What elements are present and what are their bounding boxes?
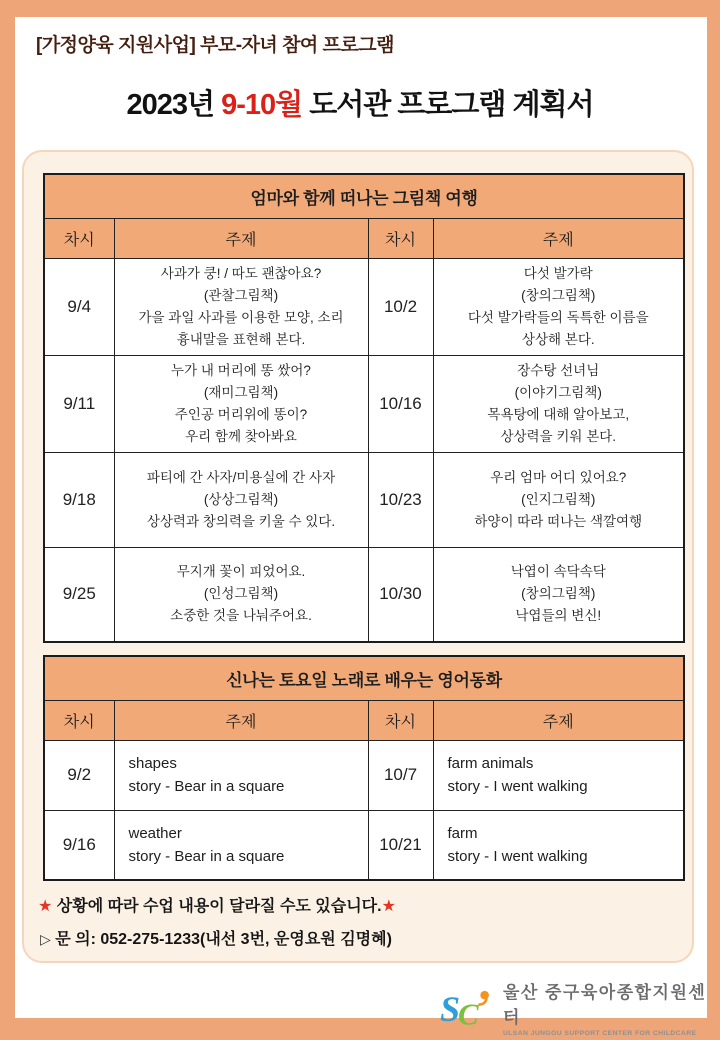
session-date-cell: 9/11 <box>44 355 114 452</box>
contact-text: 문 의: 052-275-1233(내선 3번, 운영요원 김명혜) <box>50 931 392 948</box>
session-date-cell: 9/18 <box>44 452 114 547</box>
topic-cell: weather story - Bear in a square <box>114 810 368 880</box>
picture-book-program-table <box>43 173 685 643</box>
title-prefix: 2023년 <box>126 89 222 121</box>
column-header-topic: 주제 <box>433 700 684 740</box>
session-date-cell: 9/25 <box>44 547 114 642</box>
topic-cell: farm animals story - I went walking <box>433 740 684 810</box>
title-suffix: 도서관 프로그램 계획서 <box>302 89 594 121</box>
schedule-row <box>44 258 684 355</box>
column-header-topic: 주제 <box>114 700 368 740</box>
column-header-topic: 주제 <box>114 218 368 258</box>
topic-cell: 다섯 발가락 (창의그림책) 다섯 발가락들의 독특한 이름을 상상해 본다. <box>433 258 684 355</box>
contact-info <box>40 926 392 949</box>
center-logo <box>440 978 720 1037</box>
document-subtitle: [가정양육 지원사업] 부모-자녀 참여 프로그램 <box>36 35 394 56</box>
session-date-cell: 9/2 <box>44 740 114 810</box>
session-date-cell: 10/23 <box>368 452 433 547</box>
logo-swirl-icon <box>440 985 495 1031</box>
topic-cell: 장수탕 선녀님 (이야기그림책) 목욕탕에 대해 알아보고, 상상력을 키워 본다. <box>433 355 684 452</box>
topic-cell: farm story - I went walking <box>433 810 684 880</box>
star-icon: ★ <box>381 898 396 915</box>
column-header-session: 차시 <box>368 218 433 258</box>
topic-cell: 사과가 쿵! / 따도 괜찮아요? (관찰그림책) 가을 과일 사과를 이용한 모양, 소리 흉내말을 표현해 본다. <box>114 258 368 355</box>
english-story-program-table <box>43 655 685 881</box>
table-title-row <box>44 174 684 218</box>
column-header-session: 차시 <box>368 700 433 740</box>
schedule-row <box>44 355 684 452</box>
schedule-row <box>44 547 684 642</box>
schedule-row <box>44 740 684 810</box>
column-header-row <box>44 218 684 258</box>
topic-cell: 파티에 간 사자/미용실에 간 사자 (상상그림책) 상상력과 창의력을 키울 수 있다. <box>114 452 368 547</box>
session-date-cell: 10/16 <box>368 355 433 452</box>
star-icon: ★ <box>38 898 53 915</box>
title-month-highlight: 9-10월 <box>221 89 303 121</box>
session-date-cell: 9/4 <box>44 258 114 355</box>
column-header-session: 차시 <box>44 700 114 740</box>
column-header-row <box>44 700 684 740</box>
svg-text:S: S <box>440 988 461 1029</box>
logo-name-english: ULSAN JUNGGU SUPPORT CENTER FOR CHILDCARE <box>502 1030 697 1037</box>
column-header-session: 차시 <box>44 218 114 258</box>
session-date-cell: 10/2 <box>368 258 433 355</box>
triangle-bullet-icon: ▷ <box>40 931 51 947</box>
column-header-topic: 주제 <box>433 218 684 258</box>
table-title: 엄마와 함께 떠나는 그림책 여행 <box>44 174 684 218</box>
svg-text:C: C <box>458 995 479 1031</box>
logo-name-korean: 울산 중구육아종합지원센터 <box>502 983 707 1027</box>
topic-cell: 누가 내 머리에 똥 쌌어? (재미그림책) 주인공 머리위에 똥이? 우리 함께 찾아봐요 <box>114 355 368 452</box>
notice-text: 상황에 따라 수업 내용이 달라질 수도 있습니다. <box>52 898 382 915</box>
notice-change-disclaimer <box>38 893 396 916</box>
topic-cell: 우리 엄마 어디 있어요? (인지그림책) 하양이 따라 떠나는 색깔여행 <box>433 452 684 547</box>
session-date-cell: 10/7 <box>368 740 433 810</box>
schedule-row <box>44 810 684 880</box>
topic-cell: 낙엽이 속닥속닥 (창의그림책) 낙엽들의 변신! <box>433 547 684 642</box>
logo-text <box>503 978 720 1037</box>
topic-cell: shapes story - Bear in a square <box>114 740 368 810</box>
session-date-cell: 10/30 <box>368 547 433 642</box>
document-title <box>0 82 720 123</box>
session-date-cell: 10/21 <box>368 810 433 880</box>
session-date-cell: 9/16 <box>44 810 114 880</box>
schedule-row <box>44 452 684 547</box>
table-title-row <box>44 656 684 700</box>
topic-cell: 무지개 꽃이 피었어요. (인성그림책) 소중한 것을 나눠주어요. <box>114 547 368 642</box>
table-title: 신나는 토요일 노래로 배우는 영어동화 <box>44 656 684 700</box>
